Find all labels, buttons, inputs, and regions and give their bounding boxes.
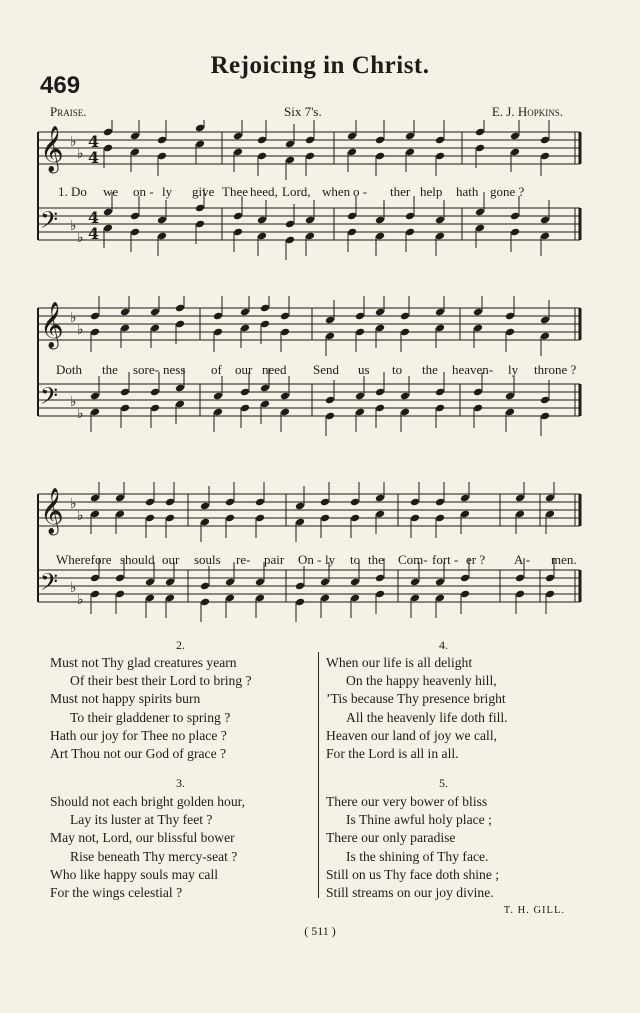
time-signature-top: 4 <box>88 208 100 227</box>
lyric-syllable: to <box>392 362 403 377</box>
time-signature-bottom: 4 <box>88 148 100 167</box>
lyric-syllable: Lord, <box>282 184 311 199</box>
stanza-number: 2. <box>176 638 185 652</box>
treble-clef-icon: 𝄞 <box>40 488 64 534</box>
stanza-line: Is the shining of Thy face. <box>346 848 489 864</box>
stanza-line: All the heavenly life doth fill. <box>346 709 508 725</box>
stanza-line: Art Thou not our God of grace ? <box>50 746 227 762</box>
lyric-syllable: re- <box>236 552 251 567</box>
lyric-syllable: the <box>368 552 384 567</box>
lyric-syllable: 1. Do <box>58 184 87 199</box>
stanza-line: Hath our joy for Thee no place ? <box>50 727 227 743</box>
lyric-syllable: throne ? <box>534 362 577 377</box>
stanza-line: Must not happy spirits burn <box>50 691 201 707</box>
lyric-syllable: pair <box>264 552 285 567</box>
lyric-syllable: give <box>192 184 215 199</box>
flat-sign-icon: ♭ <box>77 592 84 608</box>
stanza-number: 5. <box>439 776 448 790</box>
lyric-syllable: heed, <box>250 184 278 199</box>
stanza-number: 4. <box>439 638 448 652</box>
lyric-syllable: hath <box>456 184 479 199</box>
lyric-syllable: should <box>120 552 155 567</box>
flat-sign-icon: ♭ <box>70 496 77 512</box>
lyric-syllable: Com- <box>398 552 428 567</box>
tune-name: Praise. <box>50 104 87 119</box>
flat-sign-icon: ♭ <box>70 310 77 326</box>
stanza-line: On the happy heavenly hill, <box>346 673 497 689</box>
lyric-syllable: of <box>211 362 222 377</box>
stanza-line: Who like happy souls may call <box>50 866 218 882</box>
lyric-syllable: er ? <box>466 552 486 567</box>
lyric-syllable: ly <box>162 184 173 199</box>
flat-sign-icon: ♭ <box>70 394 77 410</box>
lyric-syllable: On - <box>298 552 322 567</box>
stanza-line: To their gladdener to spring ? <box>70 709 231 725</box>
lyric-syllable: Thee <box>222 184 248 199</box>
stanza-line: Lay its luster at Thy feet ? <box>70 812 213 828</box>
bass-clef-icon: 𝄢 <box>40 206 59 239</box>
flat-sign-icon: ♭ <box>77 230 84 246</box>
time-signature-top: 4 <box>88 132 100 151</box>
lyric-syllable: ly <box>325 552 336 567</box>
music-system-1 <box>0 120 640 260</box>
hymn-number: 469 <box>40 72 81 99</box>
lyric-syllable: our <box>162 552 180 567</box>
stanza-2 <box>50 654 252 763</box>
lyric-syllable: souls <box>194 552 221 567</box>
stanza-line: For the wings celestial ? <box>50 885 183 901</box>
lyric-syllable: when <box>322 184 351 199</box>
lyric-syllable: men. <box>551 552 577 567</box>
stanza-line: Is Thine awful holy place ; <box>346 812 492 828</box>
page-number: ( 511 ) <box>304 924 336 938</box>
flat-sign-icon: ♭ <box>77 406 84 422</box>
lyric-syllable: the <box>422 362 438 377</box>
stanza-line: Still streams on our joy divine. <box>326 885 494 901</box>
stanza-4 <box>326 654 508 763</box>
stanza-line: Should not each bright golden hour, <box>50 794 246 809</box>
bass-clef-icon: 𝄢 <box>40 568 59 601</box>
stanza-line: ’Tis because Thy presence bright <box>326 691 506 707</box>
flat-sign-icon: ♭ <box>70 134 77 150</box>
lyric-syllable: sore- <box>133 362 159 377</box>
lyric-syllable: o - <box>353 184 368 199</box>
lyric-syllable: Wherefore <box>56 552 112 567</box>
lyric-syllable: we <box>103 184 119 199</box>
stanza-line: Heaven our land of joy we call, <box>326 727 497 743</box>
bass-clef-icon: 𝄢 <box>40 382 59 415</box>
flat-sign-icon: ♭ <box>77 322 84 338</box>
lyric-syllable: help <box>420 184 443 199</box>
score-system-1 <box>0 120 640 260</box>
treble-clef-icon: 𝄞 <box>40 302 64 348</box>
hymn-title: Rejoicing in Christ. <box>210 52 430 79</box>
lyric-syllable: ther <box>390 184 411 199</box>
treble-clef-icon: 𝄞 <box>40 126 64 172</box>
lyric-syllable: heaven- <box>452 362 494 377</box>
lyric-syllable: us <box>358 362 370 377</box>
stanza-line: Rise beneath Thy mercy-seat ? <box>70 848 238 864</box>
text-author: T. H. GILL. <box>503 905 565 916</box>
lyric-syllable: fort - <box>432 552 459 567</box>
time-signature-bottom: 4 <box>88 224 100 243</box>
lyric-syllable: to <box>350 552 361 567</box>
stanza-line: Of their best their Lord to bring ? <box>70 673 252 689</box>
stanza-3 <box>50 793 245 902</box>
lyric-syllable: ness <box>163 362 186 377</box>
lyric-syllable: Doth <box>56 362 82 377</box>
lyric-syllable: gone ? <box>490 184 525 199</box>
lyric-syllable: need <box>262 362 287 377</box>
stanza-line: May not, Lord, our blissful bower <box>50 830 235 846</box>
composer: E. J. Hopkins. <box>491 104 563 119</box>
meter: Six 7's. <box>284 104 322 119</box>
flat-sign-icon: ♭ <box>70 218 77 234</box>
stanza-line: When our life is all delight <box>326 655 473 670</box>
stanza-line: Must not Thy glad creatures yearn <box>50 655 237 670</box>
column-divider <box>318 652 319 898</box>
flat-sign-icon: ♭ <box>77 508 84 524</box>
stanza-5 <box>326 793 499 902</box>
flat-sign-icon: ♭ <box>70 580 77 596</box>
stanza-line: For the Lord is all in all. <box>326 746 459 762</box>
stanza-line: There our very bower of bliss <box>326 794 488 809</box>
lyric-syllable: A - <box>514 552 531 567</box>
lyric-syllable: Send <box>313 362 339 377</box>
stanza-number: 3. <box>176 776 185 790</box>
lyric-syllable: ly <box>508 362 519 377</box>
flat-sign-icon: ♭ <box>77 146 84 162</box>
lyric-syllable: on - <box>133 184 154 199</box>
stanza-line: There our only paradise <box>326 830 456 846</box>
lyric-syllable: the <box>102 362 118 377</box>
lyric-syllable: our <box>235 362 253 377</box>
stanza-line: Still on us Thy face doth shine ; <box>326 866 500 882</box>
